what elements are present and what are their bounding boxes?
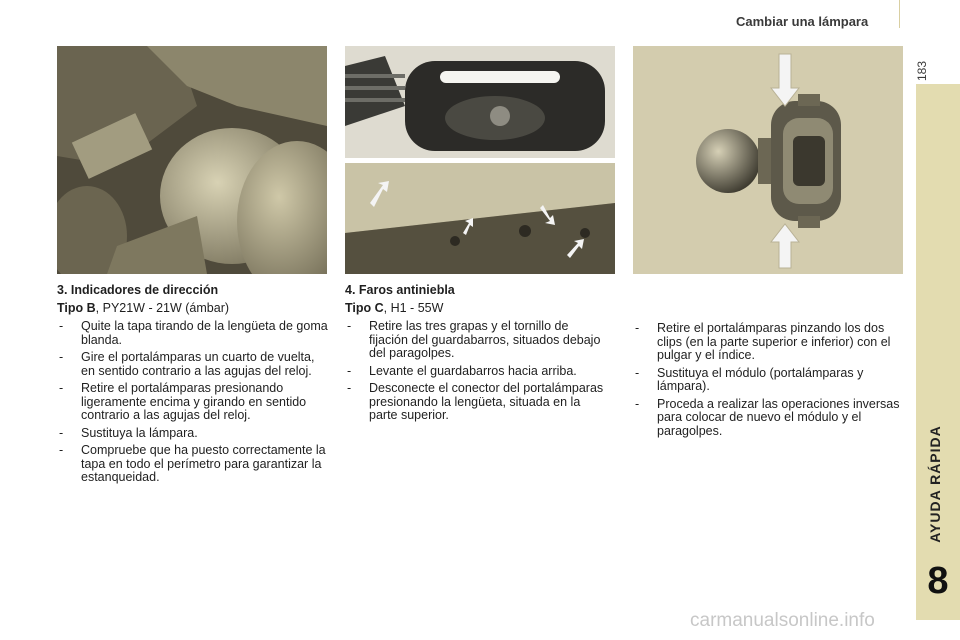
bulb-holder-photo [633,46,903,274]
lamp-type: Tipo C, H1 - 55W [345,300,444,315]
bulb-holder-section [633,322,905,442]
list-item: - Retire el portalámparas pinzando los dos clips (en la parte superior e inferior) con el pulgar y el índice. [633,322,905,363]
page-header-title: Cambiar una lámpara [736,14,869,29]
steps-list [345,320,607,423]
steps-list [57,320,329,485]
list-item: - Retire las tres grapas y el tornillo de fijación del guardabarros, situados debajo del paragolpes. [345,320,607,361]
list-item: - Compruebe que ha puesto correctamente la tapa en todo el perímetro para garantizar la estanqueidad. [57,444,329,485]
list-item: - Retire el portalámparas presionando ligeramente encima y girando en sentido contrario a las agujas del reloj. [57,382,329,423]
chapter-tab-label: AYUDA RÁPIDA [927,425,943,543]
section-title: 4. Faros antiniebla [345,283,455,297]
bumper-underside-photo [345,163,615,274]
turn-signal-photo [57,46,327,274]
page-number: 183 [915,60,930,82]
watermark: carmanualsonline.info [690,610,875,631]
list-item: - Gire el portalámparas un cuarto de vuelta, en sentido contrario a las agujas del reloj. [57,351,329,378]
list-item: - Sustituya el módulo (portalámparas y lámpara). [633,367,905,394]
lamp-type: Tipo B, PY21W - 21W (ámbar) [57,300,230,315]
list-item: - Quite la tapa tirando de la lengüeta de goma blanda. [57,320,329,347]
header-divider [899,0,900,28]
chapter-number: 8 [927,560,949,602]
list-item: - Sustituya la lámpara. [57,427,329,441]
section-title: 3. Indicadores de dirección [57,283,219,297]
list-item: - Desconecte el conector del portalámparas presionando la lengüeta, situada en la parte superior. [345,382,607,423]
turn-signal-section [57,284,329,489]
fog-lamp-section [345,284,607,427]
steps-list [633,322,905,438]
list-item: - Proceda a realizar las operaciones inversas para colocar de nuevo el módulo y el paragolpes. [633,398,905,439]
list-item: - Levante el guardabarros hacia arriba. [345,365,607,379]
fog-lamp-photo [345,46,615,158]
